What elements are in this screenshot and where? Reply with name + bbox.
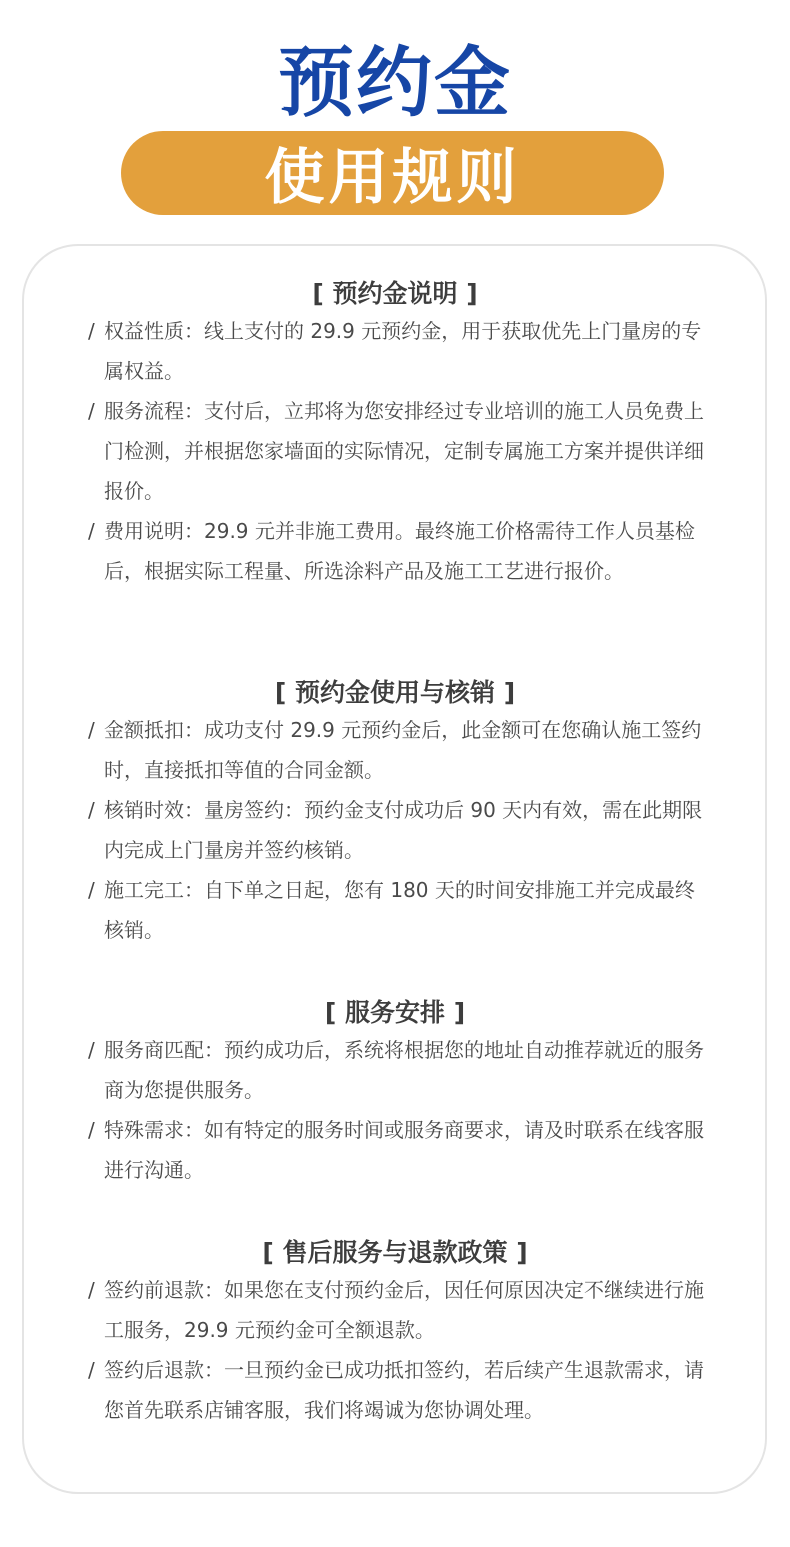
list-item [88, 511, 708, 631]
bullet-slash: / [88, 399, 95, 423]
list-item [88, 391, 708, 511]
list-item-text: 施工完工：自下单之日起，您有 180 天的时间安排施工并完成最终核销。 [104, 878, 695, 942]
section-heading-service-arrangement: [ 服务安排 ] [324, 998, 466, 1027]
list-item-text: 服务流程：支付后，立邦将为您安排经过专业培训的施工人员免费上门检测，并根据您家墙面的实际情况，定制专属施工方案并提供详细报价。 [104, 399, 704, 503]
list-item [88, 1110, 708, 1190]
list-item [88, 1270, 708, 1350]
bullet-slash: / [88, 1118, 95, 1142]
list-item [88, 1030, 708, 1110]
subtitle-text: 使用规则 [264, 143, 521, 213]
list-item-text: 服务商匹配：预约成功后，系统将根据您的地址自动推荐就近的服务商为您提供服务。 [104, 1038, 704, 1102]
list-item-text: 金额抵扣：成功支付 29.9 元预约金后，此金额可在您确认施工签约时，直接抵扣等值的合同金额。 [104, 718, 702, 782]
list-item-text: 核销时效：量房签约：预约金支付成功后 90 天内有效，需在此期限内完成上门量房并签约核销。 [104, 798, 703, 862]
page-title: 预约金 [278, 38, 512, 127]
section-heading-after-sales-refund: [ 售后服务与退款政策 ] [262, 1238, 528, 1267]
bullet-slash: / [88, 1038, 95, 1062]
subtitle-pill [121, 131, 664, 215]
section-heading-deposit-info: [ 预约金说明 ] [312, 279, 478, 308]
list-item-text: 费用说明：29.9 元并非施工费用。最终施工价格需待工作人员基检后，根据实际工程量、所选涂料产品及施工工艺进行报价。 [104, 519, 695, 583]
bullet-slash: / [88, 878, 95, 902]
list-item-text: 权益性质：线上支付的 29.9 元预约金，用于获取优先上门量房的专属权益。 [104, 319, 702, 383]
bullet-slash: / [88, 798, 95, 822]
list-item [88, 710, 708, 790]
list-item [88, 870, 708, 950]
list-item [88, 1350, 708, 1430]
list-item [88, 790, 708, 870]
bullet-slash: / [88, 319, 95, 343]
bullet-slash: / [88, 718, 95, 742]
section-heading-usage-redemption: [ 预约金使用与核销 ] [274, 678, 516, 707]
bullet-slash: / [88, 1278, 95, 1302]
bullet-slash: / [88, 1358, 95, 1382]
bullet-slash: / [88, 519, 95, 543]
list-item [88, 311, 708, 391]
list-item-text: 特殊需求：如有特定的服务时间或服务商要求，请及时联系在线客服进行沟通。 [104, 1118, 704, 1182]
list-item-text: 签约后退款：一旦预约金已成功抵扣签约，若后续产生退款需求，请您首先联系店铺客服，我们将竭诚为您协调处理。 [104, 1358, 704, 1422]
list-item-text: 签约前退款：如果您在支付预约金后，因任何原因决定不继续进行施工服务，29.9 元预约金可全额退款。 [104, 1278, 704, 1342]
